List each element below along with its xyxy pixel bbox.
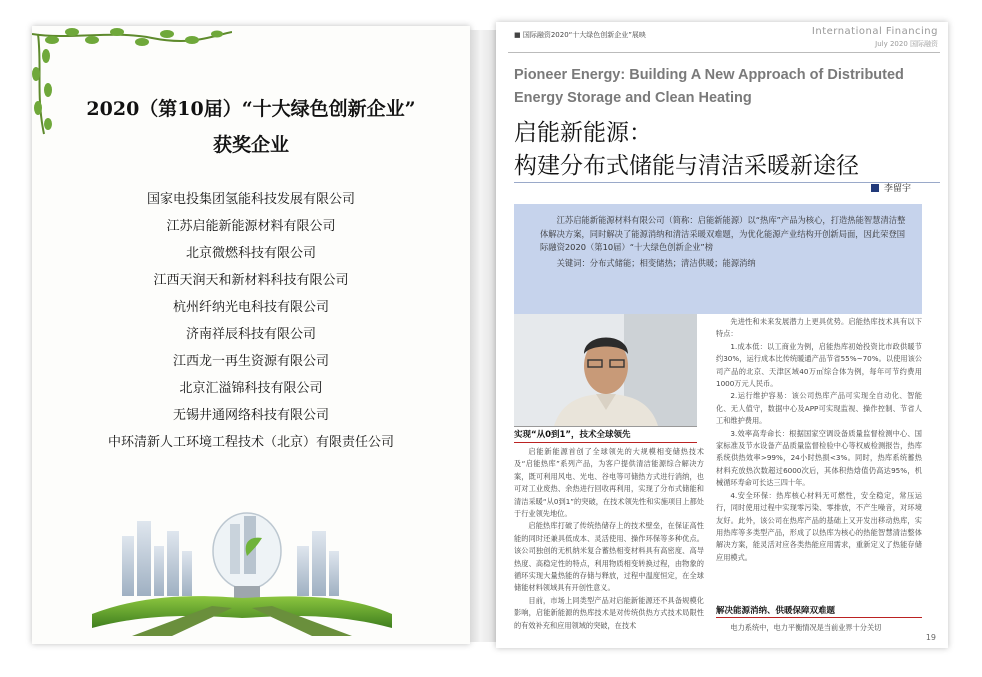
company-item: 江西天润天和新材料科技有限公司: [153, 273, 349, 288]
paragraph: 4.安全环保：热库核心材料无可燃性，安全稳定，常压运行，同时使用过程中实现零污染、零排放，不产生噪音，对环境友好。此外，该公司在热库产品的基础上又开发出移动热库，实用热库等多类型产品，形成了以热库为核心的热能智慧清洁整体解决方案，能灵活对应各类热能应用需求，重新定义了热能存储应用模式。: [716, 490, 922, 562]
company-item: 杭州纤纳光电科技有限公司: [172, 300, 329, 315]
company-item: 北京微燃科技有限公司: [185, 246, 316, 261]
paragraph: 1.成本低：以工商业为例，启能热库初始投资比市政供暖节约30%，运行成本比传统暖通产品节省55%~70%。以使用该公司产品的北京、天津区域40万㎡综合体为例，每年可节约费用1000万元人民币。: [716, 341, 922, 389]
keywords: 关键词：分布式储能；相变储热；清洁供暖；能源消纳: [556, 257, 756, 268]
article-column-left: [514, 446, 704, 632]
company-list: [32, 186, 470, 456]
book-spine: [470, 30, 496, 642]
company-item: 江西龙一再生资源有限公司: [172, 354, 329, 369]
header-en: International Financing: [811, 26, 938, 37]
company-item: 北京汇溢锦科技有限公司: [179, 381, 323, 396]
article-column-bottom: [716, 622, 922, 634]
company-item: 江苏启能新能源材料有限公司: [166, 219, 336, 234]
paragraph: 电力系统中，电力平衡情况是当前业界十分关切: [730, 623, 882, 632]
page-number: 19: [925, 633, 936, 642]
header-date: July 2020 国际融资: [875, 40, 938, 48]
abstract-box: [514, 204, 922, 314]
header-rule: [508, 52, 940, 53]
paragraph: 2.运行维护容易：该公司热库产品可实现全自动化、智能化、无人值守，数据中心及APP可实现监视、操作控制、节省人工和维护费用。: [716, 391, 922, 426]
author-rule: [514, 182, 940, 183]
section-heading: 解决能源消纳、供暖保障双难题: [716, 604, 922, 618]
title-cn-line1: 启能新能源：: [514, 120, 652, 146]
company-item: 中环清新人工环境工程技术（北京）有限责任公司: [107, 435, 394, 450]
paragraph: 先进性和未来发展潜力上更具优势。启能热库技术具有以下特点：: [716, 317, 922, 339]
company-item: 无锡井通网络科技有限公司: [172, 408, 329, 423]
paragraph: 启能热库打破了传统热储存上的技术壁垒，在保证高性能的同时还兼具低成本、灵活使用、操作环保等多种优点。该公司独创的无机纳米复合蓄热相变材料具有高密度、高导热度、高稳定性的特点，利用物质相变转换过程，由物象的循环实现大量热能的存储与释放，过程中温度恒定，在全球储能材料领域具有开创性意义。: [514, 521, 704, 593]
right-page: [496, 22, 948, 648]
paragraph: 启能新能源首创了全球领先的大规模相变储热技术及“启能热库”系列产品，为客户提供清洁能源综合解决方案，既可利用风电、光电、谷电等可储热方式进行消纳，也可对工业废热、余热进行回收再利用，实现了分布式储能和清洁采暖“从0到1”的突破，在技术领先性和实施项目上都处于行业领先地位。: [514, 447, 704, 519]
left-page: [32, 26, 470, 644]
award-subtitle: 获奖企业: [212, 134, 289, 156]
author-name: 李留宇: [884, 184, 912, 194]
paragraph: 目前，市场上同类型产品对启能新能源还不具备规模化影响，启能新能源的热库技术是对传统供热方式技术局限性的有效补充和应用领域的突破，在技术: [514, 595, 704, 630]
header-left: ■ 国际融资2020“十大绿色创新企业”展映: [514, 31, 646, 39]
paragraph: 3.效率高寿命长：根据国家空调设备质量监督检测中心、国家标准及节水设备产品质量监督检验中心等权威检测报告，热库系统供热效率>99%，24小时热损<3%。同时，热库系统蓄热材料充放热次数超过6000次后，其体积热焓值仍高达95%，机械循环寿命可长达三四十年。: [716, 428, 922, 488]
company-item: 济南祥辰科技有限公司: [185, 327, 316, 342]
article-column-right: [716, 316, 922, 564]
green-city-lightbulb-illustration: [92, 496, 392, 636]
company-item: 国家电投集团氢能科技发展有限公司: [146, 192, 355, 207]
award-title: 2020（第10届）“十大绿色创新企业”: [86, 98, 416, 120]
author-square-icon: [871, 184, 879, 192]
title-en: Pioneer Energy: Building A New Approach of Distributed Energy Storage and Clean Heating: [514, 67, 904, 106]
portrait-photo: [514, 314, 697, 426]
abstract-text: 江苏启能新能源材料有限公司（简称：启能新能源）以“热库”产品为核心，打造热能智慧清洁整体解决方案，同时解决了能源消纳和清洁采暖双难题，为优化能源产业结构开创新局面，因此荣登国际融资2020（第10届）“十大绿色创新企业”榜: [540, 215, 906, 252]
photo-caption: 实现“从0到1”，技术全球领先: [514, 428, 697, 443]
title-cn-line2: 构建分布式储能与清洁采暖新途径: [514, 153, 859, 179]
